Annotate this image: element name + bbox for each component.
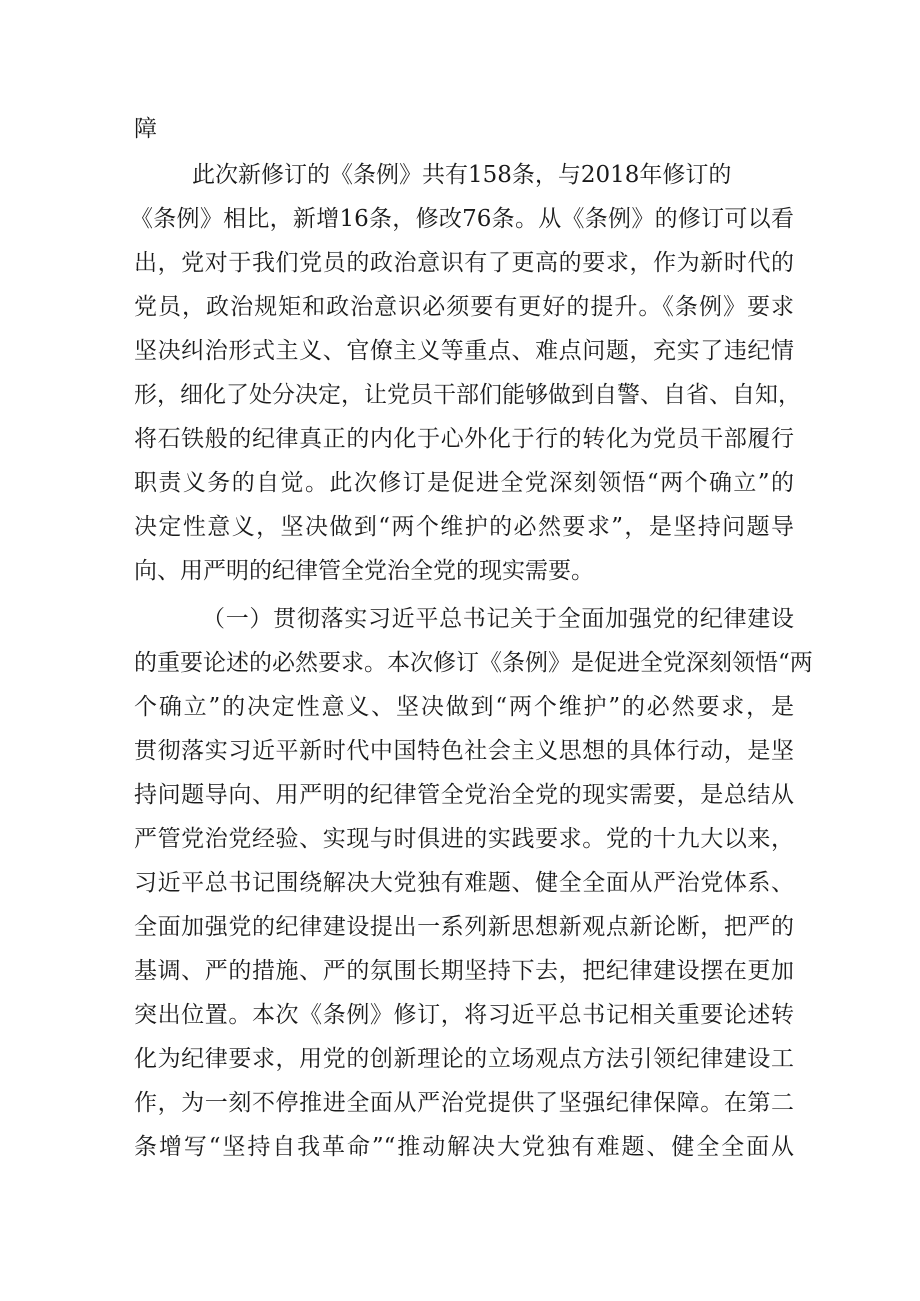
text-line: 全面加强党的纪律建设提出一系列新思想新观点新论断，把严的 xyxy=(134,914,794,940)
text-line: 此次新修订的《条例》共有158条，与2018年修订的 xyxy=(192,162,732,188)
text-line: 形，细化了处分决定，让党员干部们能够做到自警、自省、自知， xyxy=(134,382,801,408)
text-line: 将石铁般的纪律真正的内化于心外化于行的转化为党员干部履行 xyxy=(134,426,794,452)
text-line: 党员，政治规矩和政治意识必须要有更好的提升。《条例》要求 xyxy=(134,294,794,320)
document-body xyxy=(130,0,813,1301)
text-line: 障 xyxy=(134,116,157,142)
text-line: 决定性意义，坚决做到“两个维护的必然要求”，是坚持问题导 xyxy=(134,514,794,540)
text-line: 作，为一刻不停推进全面从严治党提供了坚强纪律保障。在第二 xyxy=(134,1090,794,1116)
text-line: 突出位置。本次《条例》修订，将习近平总书记相关重要论述转 xyxy=(134,1002,794,1028)
text-line: 《条例》相比，新增16条，修改76条。从《条例》的修订可以看 xyxy=(130,206,794,232)
text-line: 贯彻落实习近平新时代中国特色社会主义思想的具体行动，是坚 xyxy=(134,738,794,764)
text-line: 习近平总书记围绕解决大党独有难题、健全全面从严治党体系、 xyxy=(134,870,794,896)
text-line: 个确立”的决定性意义、坚决做到“两个维护”的必然要求，是 xyxy=(134,694,794,720)
text-line: 条增写“坚持自我革命”“推动解决大党独有难题、健全全面从 xyxy=(134,1134,794,1160)
text-line: 基调、严的措施、严的氛围长期坚持下去，把纪律建设摆在更加 xyxy=(134,958,794,984)
text-line: 出，党对于我们党员的政治意识有了更高的要求，作为新时代的 xyxy=(134,250,794,276)
text-line: 坚决纠治形式主义、官僚主义等重点、难点问题，充实了违纪情 xyxy=(134,338,794,364)
text-line: 严管党治党经验、实现与时俱进的实践要求。党的十九大以来， xyxy=(134,826,794,852)
section-heading-line: （一）贯彻落实习近平总书记关于全面加强党的纪律建设 xyxy=(202,606,794,632)
text-line: 的重要论述的必然要求。本次修订《条例》是促进全党深刻领悟“两 xyxy=(134,650,813,676)
text-line: 职责义务的自觉。此次修订是促进全党深刻领悟“两个确立”的 xyxy=(134,470,794,496)
text-line: 化为纪律要求，用党的创新理论的立场观点方法引领纪律建设工 xyxy=(134,1046,794,1072)
text-line: 持问题导向、用严明的纪律管全党治全党的现实需要，是总结从 xyxy=(134,782,794,808)
text-line: 向、用严明的纪律管全党治全党的现实需要。 xyxy=(134,558,594,584)
